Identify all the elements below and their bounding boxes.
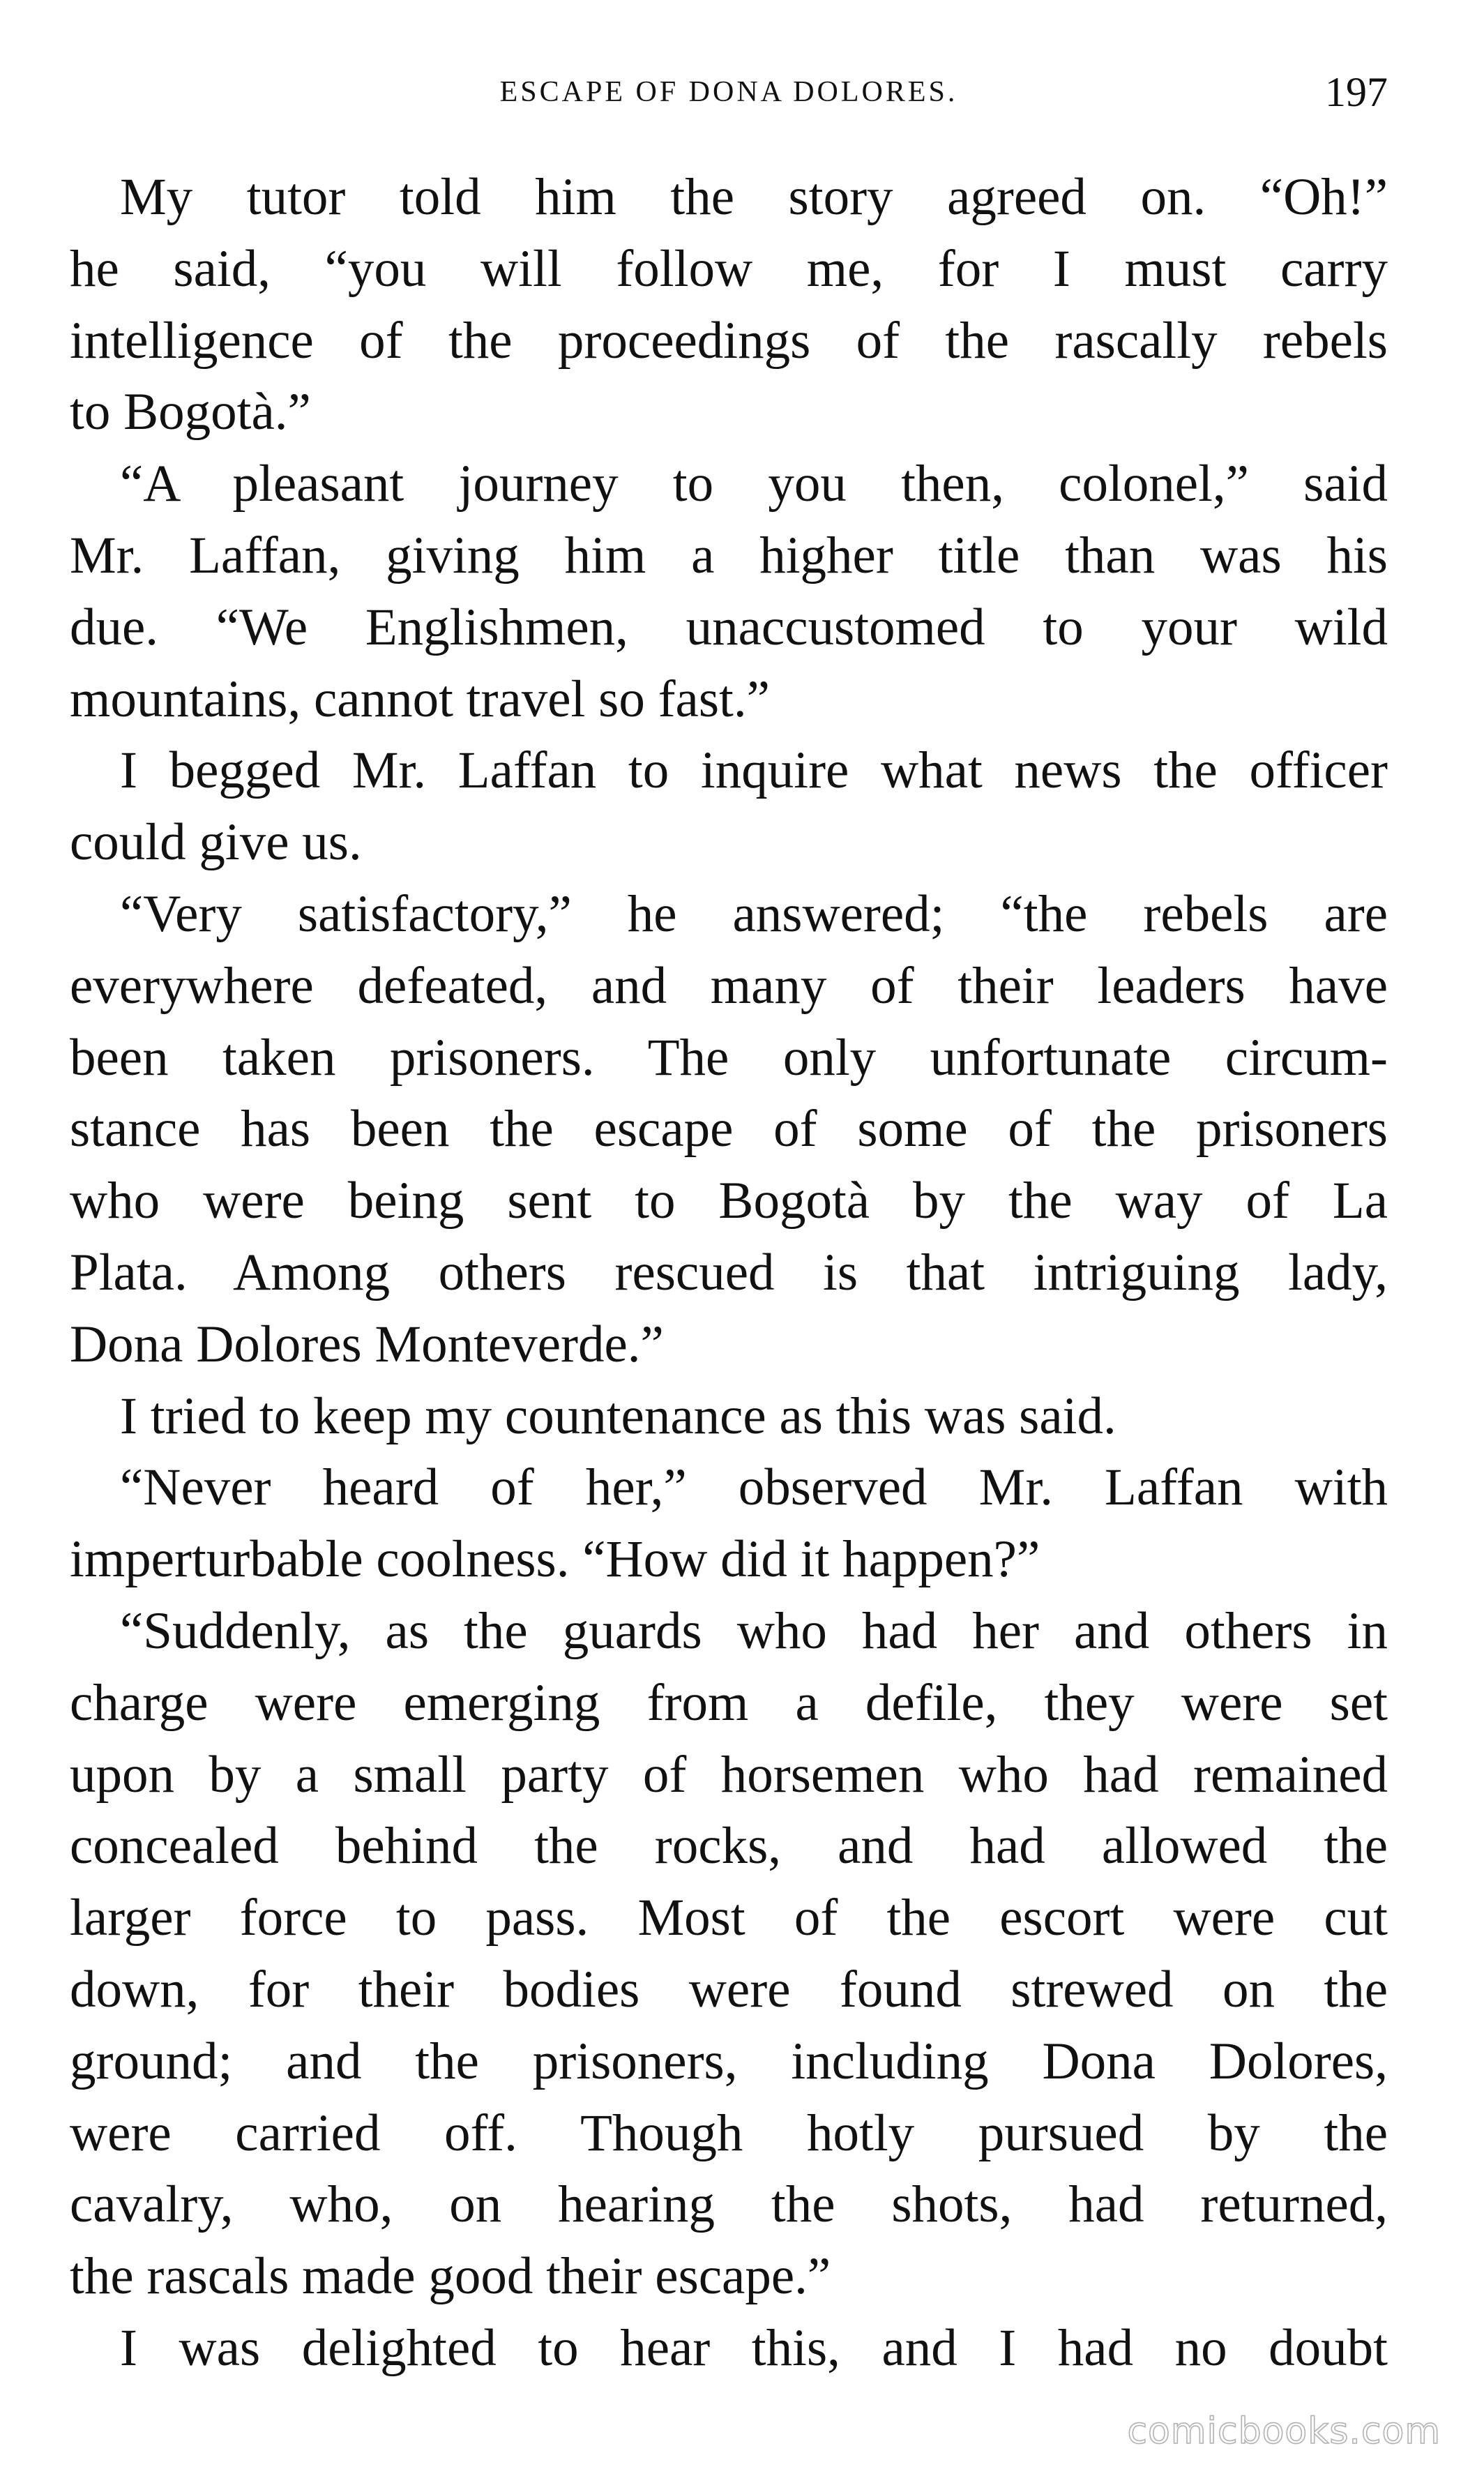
text-line: “Suddenly, as the guards who had her and others in	[120, 1601, 1388, 1660]
text-line: he said, “you will follow me, for I must carry	[70, 239, 1388, 298]
text-line: mountains, cannot travel so fast.”	[70, 670, 770, 728]
text-line: down, for their bodies were found strewed on the	[70, 1960, 1388, 2018]
text-line: Plata. Among others rescued is that intriguing lady,	[70, 1243, 1388, 1301]
text-line: upon by a small party of horsemen who had remained	[70, 1745, 1388, 1804]
page-header	[70, 64, 1388, 120]
running-title: ESCAPE OF DONA DOLORES.	[499, 76, 958, 108]
text-line: Dona Dolores Monteverde.”	[70, 1315, 664, 1373]
watermark: comicbooks.com	[1127, 2410, 1441, 2452]
text-line: intelligence of the proceedings of the rascally rebels	[70, 311, 1388, 370]
text-line: been taken prisoners. The only unfortunate circum-	[70, 1028, 1388, 1087]
body-text	[70, 162, 1388, 2385]
text-line: My tutor told him the story agreed on. “Oh!”	[120, 168, 1388, 226]
text-line: Mr. Laffan, giving him a higher title than was his	[70, 526, 1388, 584]
text-line: “A pleasant journey to you then, colonel,” said	[120, 455, 1388, 513]
text-line: were carried off. Though hotly pursued by the	[70, 2104, 1388, 2162]
text-line: I begged Mr. Laffan to inquire what news the officer	[120, 741, 1388, 800]
text-line: could give us.	[70, 813, 362, 872]
text-line: imperturbable coolness. “How did it happen?”	[70, 1530, 1040, 1589]
text-line: charge were emerging from a defile, they were set	[70, 1673, 1388, 1732]
text-line: cavalry, who, on hearing the shots, had returned,	[70, 2175, 1388, 2234]
text-line: everywhere defeated, and many of their leaders have	[70, 956, 1388, 1015]
text-line: larger force to pass. Most of the escort were cut	[70, 1889, 1388, 1947]
text-line: I tried to keep my countenance as this was said.	[120, 1387, 1116, 1445]
text-line: to Bogotà.”	[70, 383, 311, 441]
text-line: who were being sent to Bogotà by the way of La	[70, 1172, 1388, 1230]
page-number: 197	[1325, 69, 1388, 115]
text-line: I was delighted to hear this, and I had no doubt	[120, 2318, 1388, 2377]
text-line: “Never heard of her,” observed Mr. Laffan with	[120, 1458, 1388, 1517]
text-line: the rascals made good their escape.”	[70, 2247, 831, 2306]
text-line: “Very satisfactory,” he answered; “the rebels are	[120, 884, 1388, 943]
text-line: stance has been the escape of some of the prisoners	[70, 1100, 1388, 1159]
text-line: concealed behind the rocks, and had allowed the	[70, 1817, 1388, 1876]
text-line: due. “We Englishmen, unaccustomed to your wild	[70, 598, 1388, 656]
text-line: ground; and the prisoners, including Dona Dolores,	[70, 2032, 1388, 2090]
